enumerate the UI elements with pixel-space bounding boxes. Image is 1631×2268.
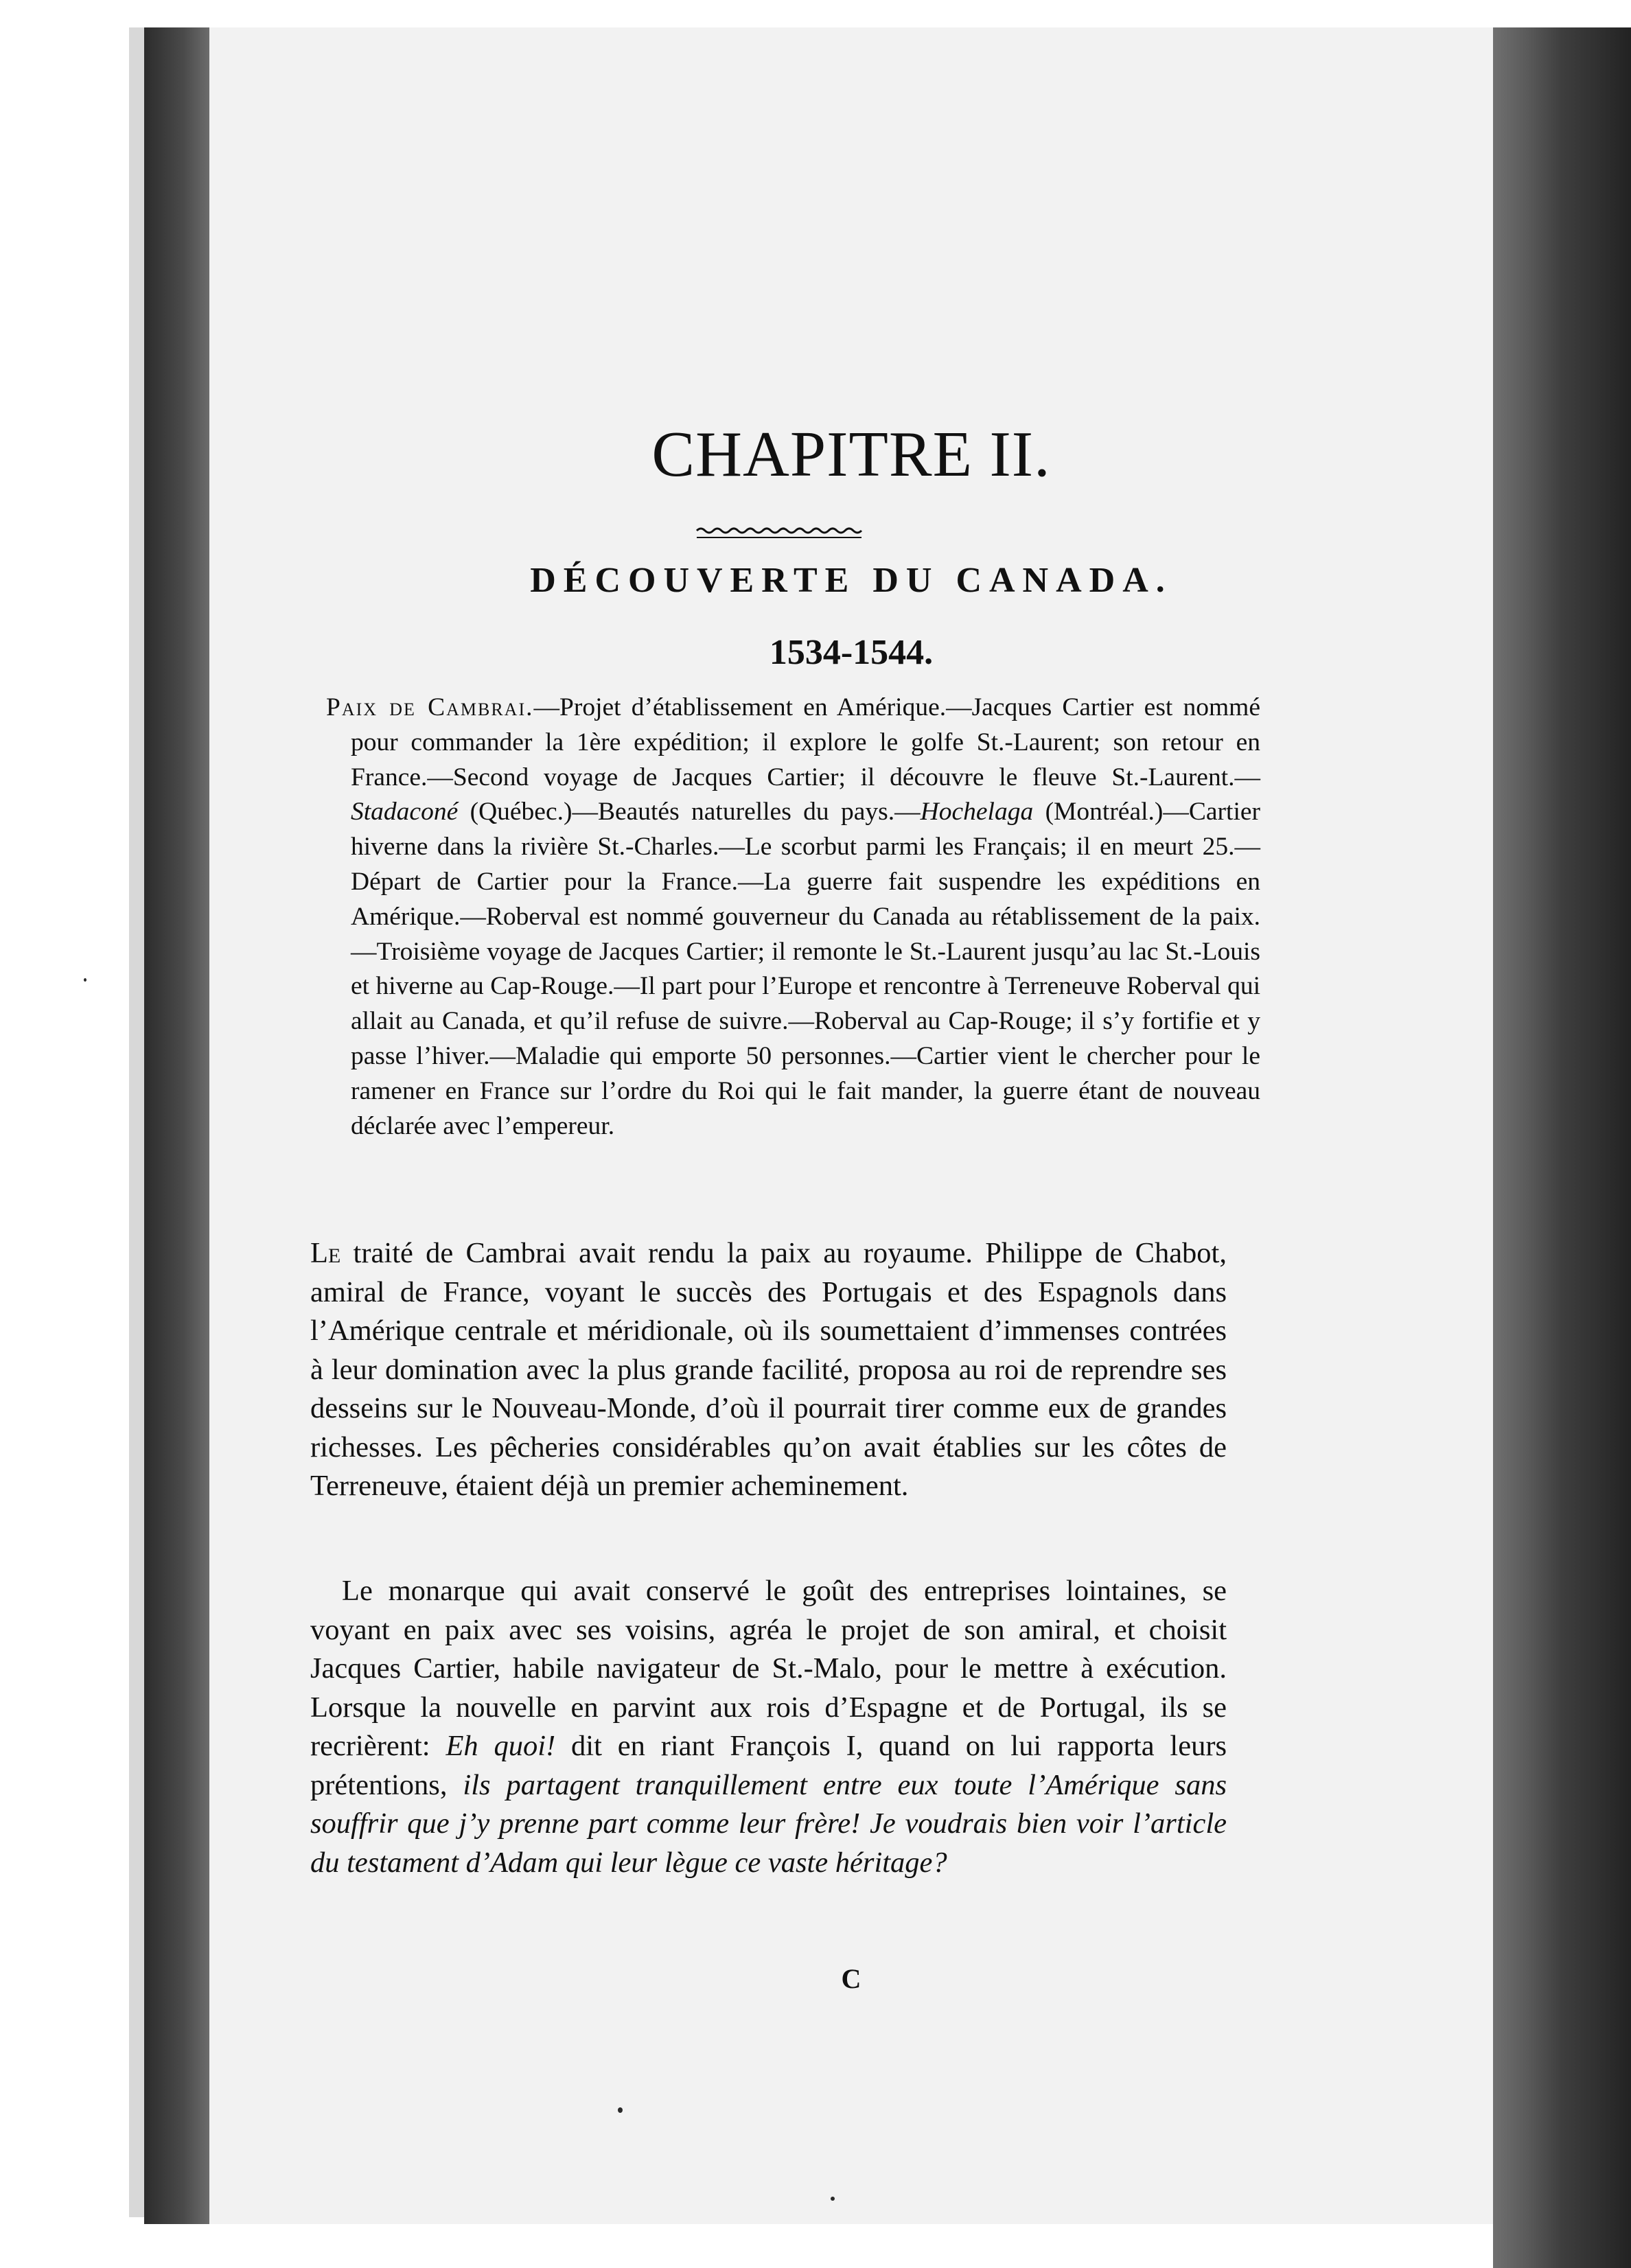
left-margin: [0, 0, 144, 2268]
summary-text-2: (Québec.)—Beautés naturelles du pays.—: [458, 798, 921, 826]
book-page-edges: [1493, 27, 1631, 2268]
chapter-dates: 1534-1544.: [769, 633, 934, 672]
paragraph-2-text-2: dit en riant François I, quand on lui rapporta leurs prétentions,: [310, 1730, 1227, 1801]
summary-text-3: (Montréal.)—Cartier hiverne dans la rivière St.-Charles.—Le scorbut parmi les Français; il en meurt 25.—Départ de Cartier pour la France.—La guerre fait suspendre les expéditions en Amérique.—Roberval est nommé gouverneur du Canada au rétablissement de la paix.—Troisième voyage de Jacques Cartier; il remonte le St.-Laurent jusqu’au lac St.-Louis et hiverne au Cap-Rouge.—Il part pour l’Europe et rencontre à Terreneuve Roberval qui allait au Canada, et qu’il refuse de suivre.—Roberval au Cap-Rouge; il s’y fortifie et y passe l’hiver.—Maladie qui emporte 50 personnes.—Cartier vient le chercher pour le ramener en France sur l’ordre du Roi qui le fait mander, la guerre étant de nouveau déclarée avec l’empereur.: [351, 798, 1260, 1140]
paragraph-1-lead: Le: [310, 1237, 341, 1269]
chapter-summary: [326, 691, 1260, 1144]
top-right-margin: [1490, 0, 1631, 27]
paragraph-1-text: traité de Cambrai avait rendu la paix au royaume. Philippe de Chabot, amiral de France, voyant le succès des Portugais et des Espagnols dans l’Amérique centrale et méridionale, où ils soumettaient d’immenses contrées à leur domination avec la plus grande facilité, proposa au roi de reprendre ses desseins sur le Nouveau-Monde, d’où il pourrait tirer comme eux de grandes richesses. Les pêcheries considérables qu’on avait établies sur les côtes de Terreneuve, étaient déjà un premier acheminement.: [310, 1237, 1227, 1502]
left-page-edge: [129, 27, 144, 2217]
paragraph-2-italic-1: Eh quoi!: [446, 1730, 556, 1762]
ink-speck: [618, 2107, 623, 2113]
chapter-title: CHAPITRE II.: [651, 419, 1051, 490]
wavy-rule-ornament: [693, 525, 865, 540]
summary-text-1: —Projet d’établissement en Amérique.—Jacques Cartier est nommé pour commander la 1ère expédition; il explore le golfe St.-Laurent; son retour en France.—Second voyage de Jacques Cartier; il découvre le fleuve St.-Laurent.—: [351, 693, 1260, 791]
summary-lead: Paix de Cambrai.: [326, 693, 534, 721]
summary-italic-1: Stadaconé: [351, 798, 459, 826]
bottom-margin: [144, 2224, 1493, 2268]
paragraph-2-text-1: Le monarque qui avait conservé le goût des entreprises lointaines, se voyant en paix avec ses voisins, agréa le projet de son amiral, et choisit Jacques Cartier, habile navigateur de St.-Malo, pour le mettre à exécution. Lorsque la nouvelle en parvint aux rois d’Espagne et de Portugal, ils se recrièrent:: [310, 1575, 1227, 1762]
ink-speck: [84, 978, 86, 982]
book-gutter-shadow: [144, 27, 209, 2224]
printer-signature-mark: C: [841, 1963, 861, 1994]
section-title: DÉCOUVERTE DU CANADA.: [530, 561, 1172, 600]
body-paragraph-2: [310, 1572, 1227, 1882]
paragraph-2-italic-2: ils partagent tranquillement entre eux toute l’Amérique sans souffrir que j’y prenne part comme leur frère! Je voudrais bien voir l’article du testament d’Adam qui leur lègue ce vaste héritage?: [310, 1768, 1227, 1879]
summary-italic-2: Hochelaga: [920, 798, 1034, 826]
body-paragraph-1: [310, 1234, 1227, 1506]
ink-speck: [831, 2197, 835, 2201]
